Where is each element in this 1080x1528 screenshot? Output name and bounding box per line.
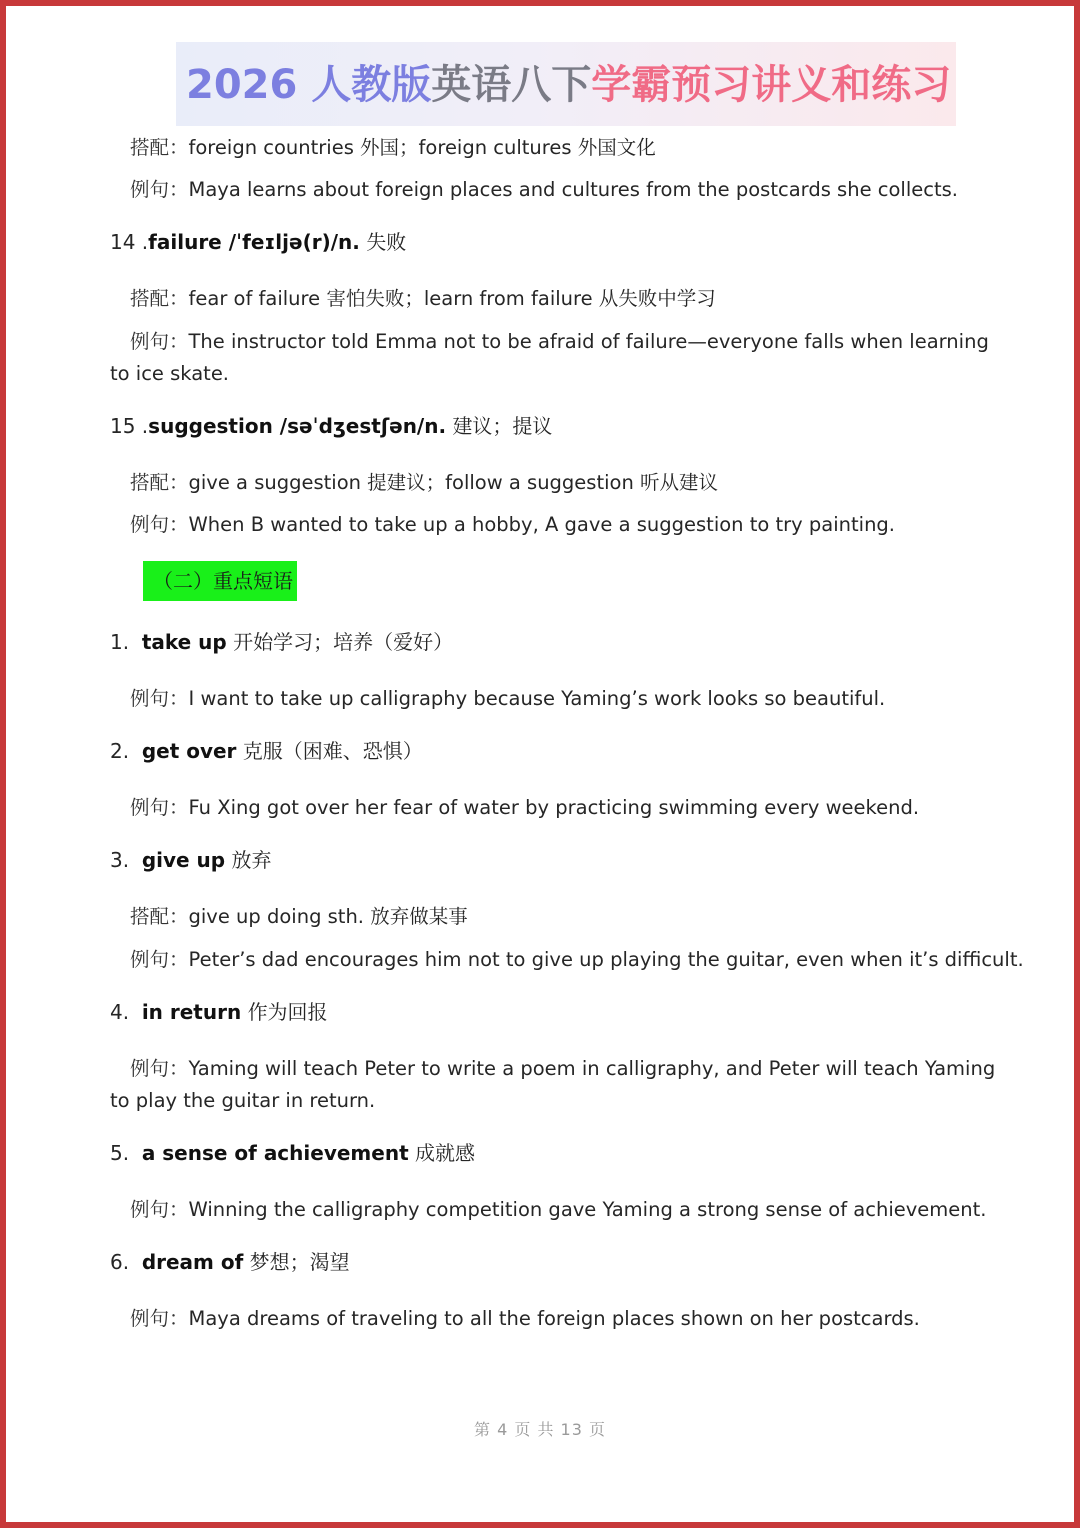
word-entry-heading [110, 412, 552, 440]
example-text: Maya dreams of traveling to all the foreign places shown on her postcards. [188, 1307, 920, 1330]
example-text: Peter’s dad encourages him not to give up playing the guitar, even when it’s difficult. [188, 948, 1024, 971]
collocation-line [130, 134, 656, 162]
page-number-footer: 第 4 页 共 13 页 [474, 1420, 606, 1439]
entry-number: 15 . [110, 414, 149, 438]
entry-meaning: 建议；提议 [452, 414, 553, 438]
phrase-term: take up [141, 630, 227, 654]
example-line [130, 176, 958, 204]
phrase-heading [110, 846, 271, 874]
example-text: Fu Xing got over her fear of water by practicing swimming every weekend. [188, 796, 920, 819]
example-line [130, 1196, 986, 1224]
collocation-line [130, 903, 468, 931]
entry-term: failure /ˈfeɪljə(r)/n. [148, 230, 360, 254]
phrase-number: 4. [110, 1000, 130, 1024]
example-label: 例句： [130, 796, 189, 819]
entry-number: 14 . [110, 230, 149, 254]
example-line [130, 511, 895, 539]
phrase-number: 5. [110, 1141, 130, 1165]
example-label: 例句： [130, 1198, 189, 1221]
phrase-heading [110, 1248, 350, 1276]
example-text: Maya learns about foreign places and cultures from the postcards she collects. [188, 178, 958, 201]
example-line [130, 1305, 920, 1333]
entry-meaning: 失败 [366, 230, 407, 254]
example-label: 例句： [130, 687, 189, 710]
example-label: 例句： [130, 1307, 189, 1330]
collocation-text: fear of failure 害怕失败；learn from failure 从失败中学习 [188, 287, 716, 310]
example-line [130, 946, 1024, 974]
example-text: Yaming will teach Peter to write a poem in calligraphy, and Peter will teach Yaming [188, 1057, 996, 1080]
example-label: 例句： [130, 178, 189, 201]
section-heading: （二）重点短语 [143, 561, 297, 601]
phrase-number: 2. [110, 739, 130, 763]
example-line [130, 1055, 995, 1083]
example-text: When B wanted to take up a hobby, A gave a suggestion to try painting. [188, 513, 896, 536]
phrase-number: 6. [110, 1250, 130, 1274]
example-text: I want to take up calligraphy because Yaming’s work looks so beautiful. [188, 687, 886, 710]
collocation-label: 搭配： [130, 136, 189, 159]
phrase-meaning: 放弃 [231, 848, 272, 872]
title-part-2: 英语八下 [431, 62, 592, 108]
collocation-label: 搭配： [130, 471, 189, 494]
phrase-meaning: 作为回报 [247, 1000, 328, 1024]
example-label: 例句： [130, 1057, 189, 1080]
example-continuation: to ice skate. [110, 362, 230, 385]
example-label: 例句： [130, 513, 189, 536]
phrase-meaning: 开始学习；培养（爱好） [233, 630, 454, 654]
title-part-1: 2026 人教版 [186, 62, 432, 108]
title-part-3: 学霸预习讲义和练习 [591, 62, 952, 108]
phrase-heading [110, 998, 328, 1026]
example-label: 例句： [130, 948, 189, 971]
example-text: Winning the calligraphy competition gave Yaming a strong sense of achievement. [188, 1198, 987, 1221]
example-continuation: to play the guitar in return. [110, 1089, 376, 1112]
example-line [130, 794, 919, 822]
entry-term: suggestion /səˈdʒestʃən/n. [148, 414, 447, 438]
collocation-label: 搭配： [130, 905, 189, 928]
phrase-meaning: 成就感 [415, 1141, 475, 1165]
collocation-text: give up doing sth. 放弃做某事 [188, 905, 468, 928]
collocation-line [130, 469, 718, 497]
document-title [186, 56, 952, 114]
word-entry-heading [110, 228, 406, 256]
collocation-line [130, 285, 716, 313]
phrase-heading [110, 1139, 475, 1167]
phrase-meaning: 克服（困难、恐惧） [242, 739, 423, 763]
phrase-term: give up [141, 848, 226, 872]
example-text: The instructor told Emma not to be afraid of failure—everyone falls when learning [188, 330, 989, 353]
phrase-number: 3. [110, 848, 130, 872]
phrase-meaning: 梦想；渴望 [249, 1250, 350, 1274]
collocation-text: foreign countries 外国；foreign cultures 外国文化 [188, 136, 656, 159]
phrase-term: in return [141, 1000, 242, 1024]
phrase-heading [110, 737, 423, 765]
collocation-text: give a suggestion 提建议；follow a suggestion 听从建议 [188, 471, 719, 494]
example-line [130, 328, 989, 356]
phrase-term: get over [141, 739, 237, 763]
collocation-label: 搭配： [130, 287, 189, 310]
example-label: 例句： [130, 330, 189, 353]
phrase-term: a sense of achievement [141, 1141, 409, 1165]
phrase-number: 1. [110, 630, 130, 654]
phrase-term: dream of [141, 1250, 244, 1274]
phrase-heading [110, 628, 453, 656]
example-line [130, 685, 885, 713]
